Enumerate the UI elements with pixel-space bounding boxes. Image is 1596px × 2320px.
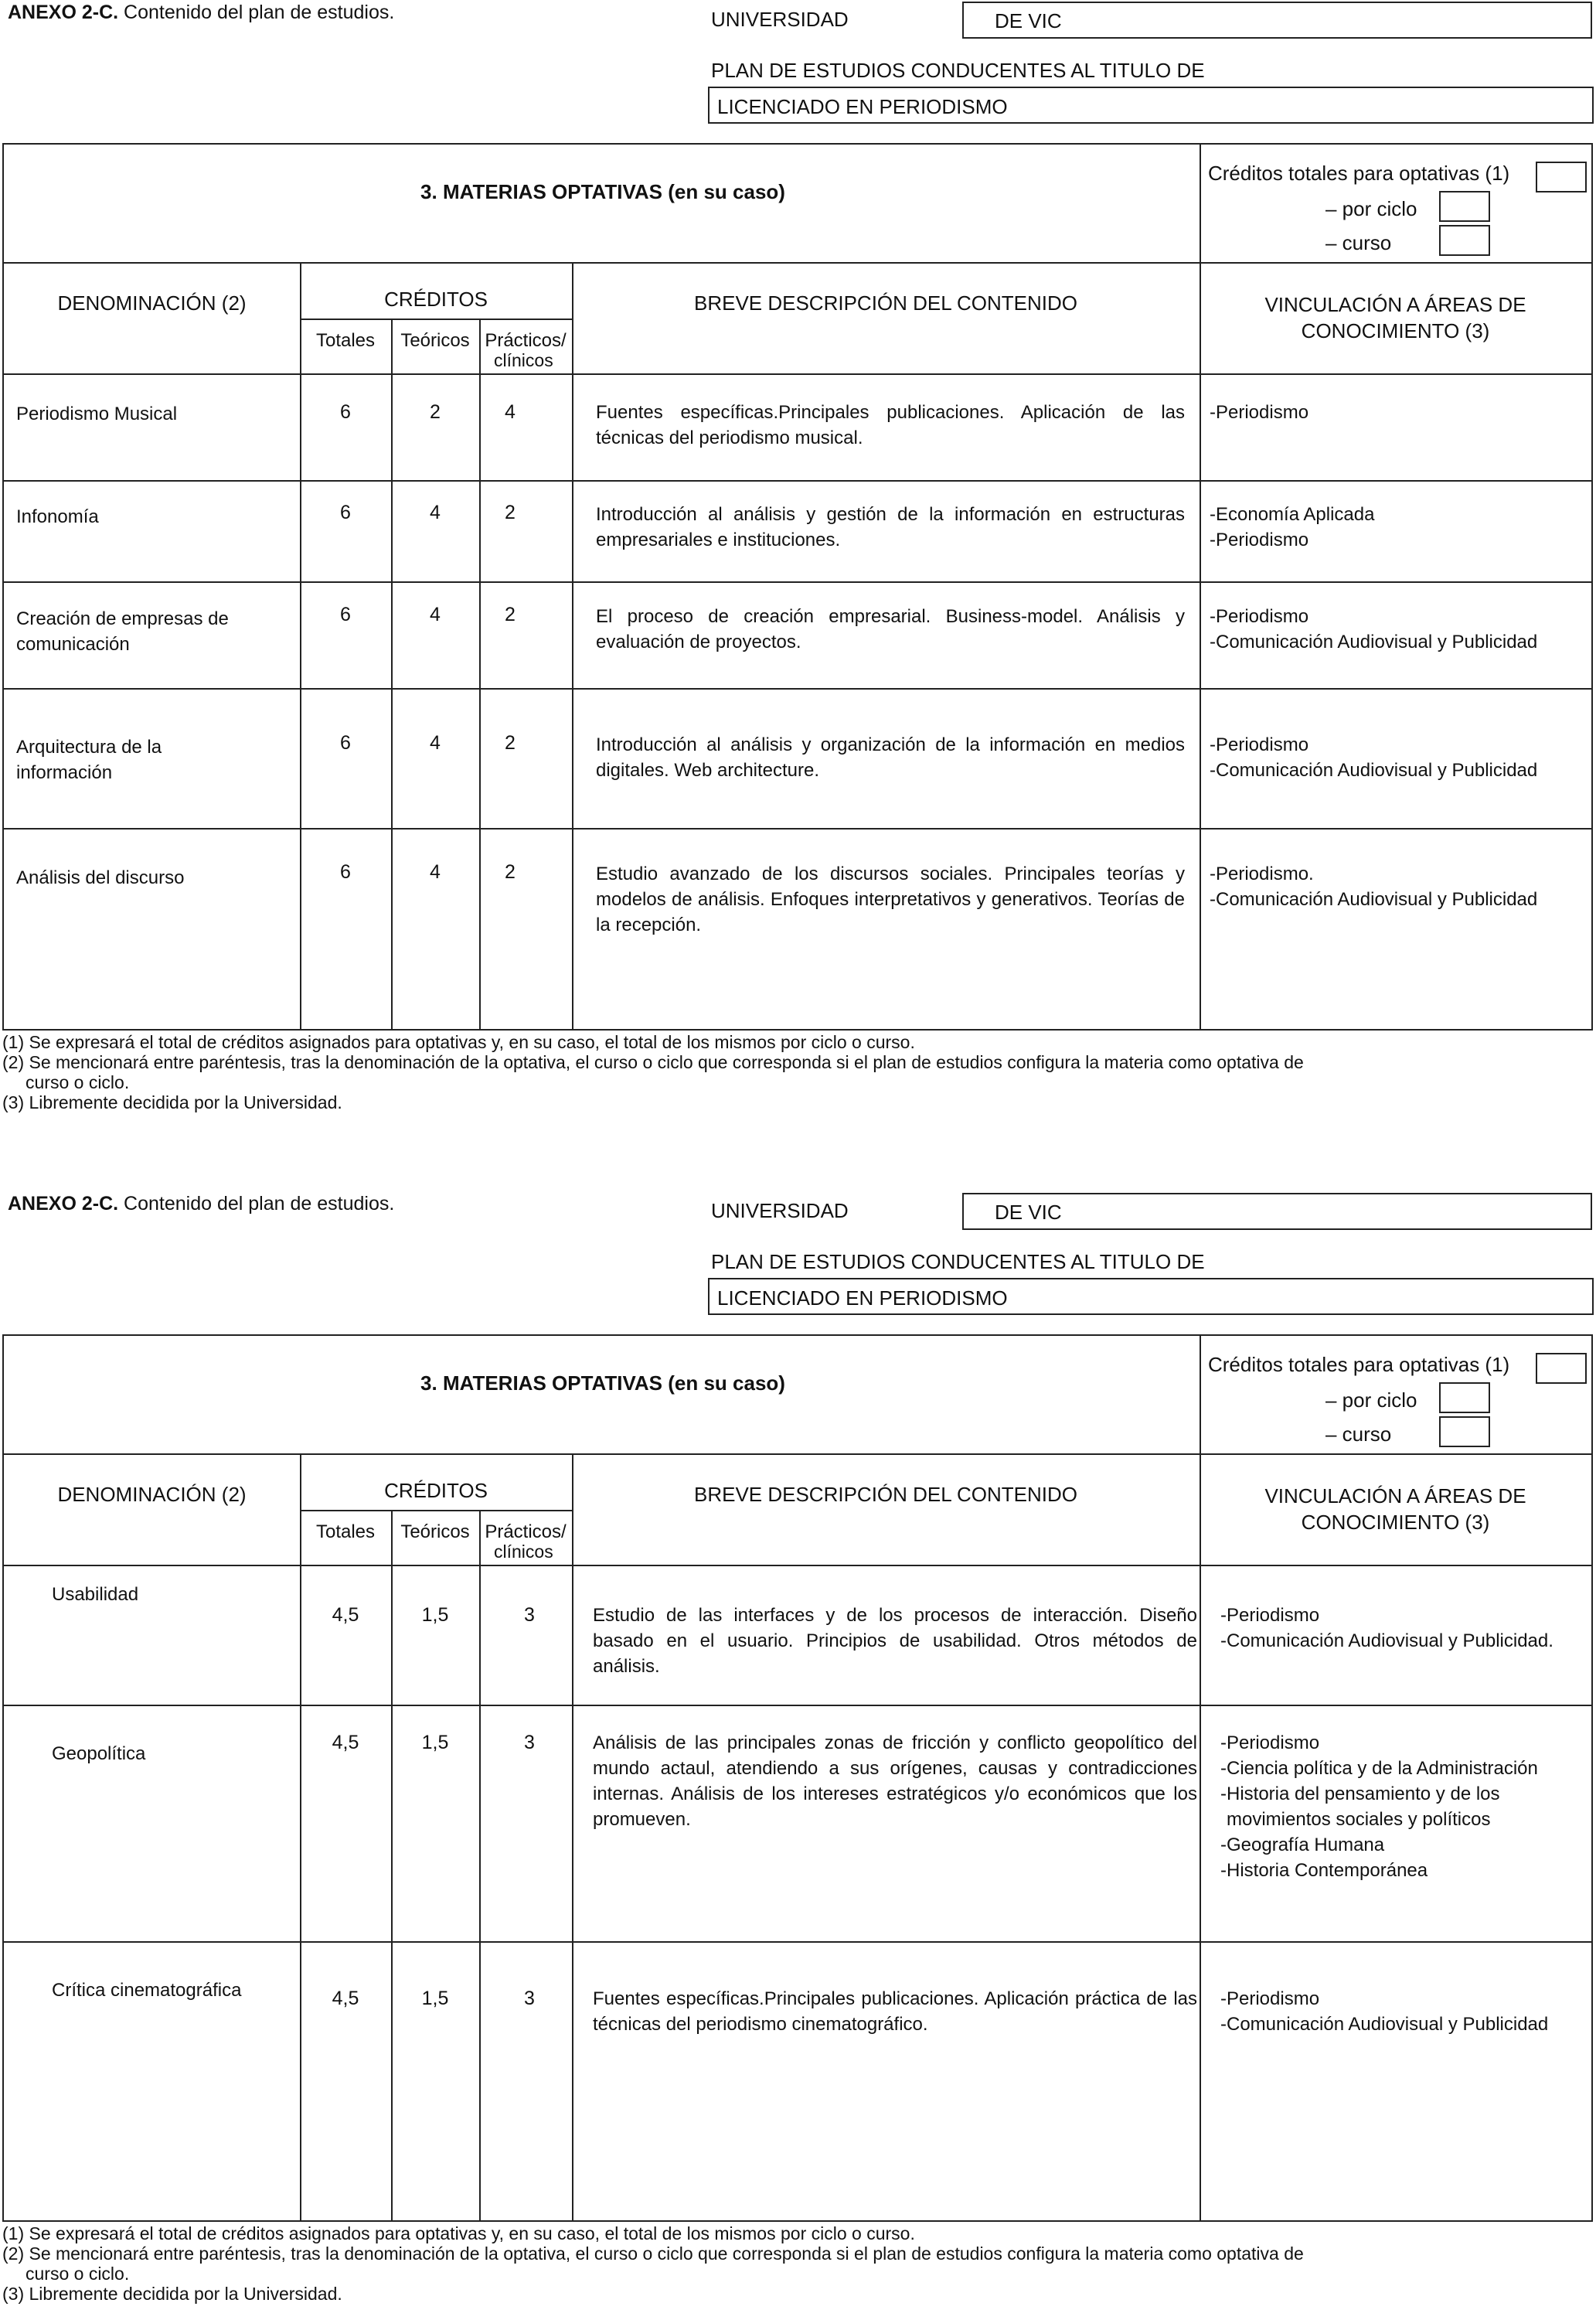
row-2-practicos: 3 bbox=[524, 1732, 535, 1753]
curso-box bbox=[1439, 1416, 1490, 1447]
optativas-table bbox=[2, 1334, 1593, 2222]
col-vinculacion: VINCULACIÓN A ÁREAS DE CONOCIMIENTO (3) bbox=[1264, 293, 1526, 342]
row-2-teoricos: 4 bbox=[430, 502, 441, 523]
footnotes: (1) Se expresará el total de créditos asignados para optativas y, en su caso, el total de los mismos por ciclo o curso. (2) Se mencionará entre paréntesis, tras la denominación de la optativa, el curso o ciclo que corresponda si el plan de estudios configura la materia como optativa de curso o ciclo. (3) Libremente decidida por la Universidad. bbox=[2, 2223, 1304, 2304]
row-5-totales: 6 bbox=[340, 861, 351, 883]
row-2-areas: -Economía Aplicada -Periodismo bbox=[1210, 504, 1375, 550]
plan-value: LICENCIADO EN PERIODISMO bbox=[708, 87, 1594, 124]
row-3-name: Creación de empresas de comunicación bbox=[16, 608, 229, 655]
plan-label: PLAN DE ESTUDIOS CONDUCENTES AL TITULO DE bbox=[711, 1250, 1205, 1273]
universidad-label: UNIVERSIDAD bbox=[711, 8, 849, 31]
col-denominacion: DENOMINACIÓN (2) bbox=[57, 291, 247, 315]
por-ciclo-label: – por ciclo bbox=[1325, 197, 1417, 220]
row-4-areas: -Periodismo -Comunicación Audiovisual y Publicidad bbox=[1210, 734, 1538, 781]
col-practicos: Prácticos/ bbox=[485, 330, 567, 351]
row-2-totales: 4,5 bbox=[332, 1732, 359, 1753]
row-2-description: Análisis de las principales zonas de fricción y conflicto geopolítico del mundo actaul, atendiendo a sus orígenes, causas y contradicciones internas. Análisis de los intereses estratégicos y/o económicos que los promueven. bbox=[593, 1732, 1197, 1830]
row-1-totales: 6 bbox=[340, 401, 351, 423]
row-3-practicos: 2 bbox=[505, 604, 516, 625]
row-1-teoricos: 2 bbox=[430, 401, 441, 423]
plan-label: PLAN DE ESTUDIOS CONDUCENTES AL TITULO DE bbox=[711, 59, 1205, 82]
row-1-description: Fuentes específicas.Principales publicaciones. Aplicación de las técnicas del periodismo musical. bbox=[596, 402, 1185, 448]
section-title: 3. MATERIAS OPTATIVAS (en su caso) bbox=[420, 180, 785, 203]
universidad-value: DE VIC bbox=[962, 2, 1592, 39]
creditos-totales-box bbox=[1536, 162, 1587, 192]
row-2-totales: 6 bbox=[340, 502, 351, 523]
row-3-practicos: 3 bbox=[524, 1988, 535, 2009]
anexo-heading: ANEXO 2-C. Contenido del plan de estudios. bbox=[8, 2, 395, 23]
anexo-heading: ANEXO 2-C. Contenido del plan de estudios. bbox=[8, 1193, 395, 1215]
section-title: 3. MATERIAS OPTATIVAS (en su caso) bbox=[420, 1371, 785, 1395]
page-1 bbox=[0, 0, 1596, 1129]
universidad-label: UNIVERSIDAD bbox=[711, 1199, 849, 1222]
col-creditos: CRÉDITOS bbox=[384, 288, 488, 311]
col-practicos-2: clínicos bbox=[494, 1542, 553, 1562]
row-1-name: Periodismo Musical bbox=[16, 404, 178, 424]
row-5-practicos: 2 bbox=[505, 861, 516, 883]
row-3-description: El proceso de creación empresarial. Business-model. Análisis y evaluación de proyectos. bbox=[596, 606, 1185, 652]
row-4-totales: 6 bbox=[340, 732, 351, 754]
col-practicos-2: clínicos bbox=[494, 350, 553, 370]
col-totales: Totales bbox=[315, 330, 376, 351]
row-1-practicos: 4 bbox=[505, 401, 516, 423]
plan-value: LICENCIADO EN PERIODISMO bbox=[708, 1278, 1594, 1315]
col-descripcion: BREVE DESCRIPCIÓN DEL CONTENIDO bbox=[693, 291, 1077, 315]
por-ciclo-label: – por ciclo bbox=[1325, 1388, 1417, 1412]
row-1-description: Estudio de las interfaces y de los procesos de interacción. Diseño basado en el usuario. Principios de usabilidad. Otros métodos de análisis. bbox=[593, 1605, 1197, 1677]
row-3-totales: 6 bbox=[340, 604, 351, 625]
row-2-practicos: 2 bbox=[505, 502, 516, 523]
footnotes: (1) Se expresará el total de créditos asignados para optativas y, en su caso, el total de los mismos por ciclo o curso. (2) Se mencionará entre paréntesis, tras la denominación de la optativa, el curso o ciclo que corresponda si el plan de estudios configura la materia como optativa de curso o ciclo. (3) Libremente decidida por la Universidad. bbox=[2, 1032, 1304, 1112]
row-2-name: Geopolítica bbox=[52, 1743, 146, 1764]
col-descripcion: BREVE DESCRIPCIÓN DEL CONTENIDO bbox=[693, 1483, 1077, 1506]
creditos-totales-label: Créditos totales para optativas (1) bbox=[1208, 1353, 1510, 1376]
row-1-totales: 4,5 bbox=[332, 1604, 359, 1626]
row-3-areas: -Periodismo -Comunicación Audiovisual y Publicidad bbox=[1210, 606, 1538, 652]
curso-label: – curso bbox=[1325, 1422, 1392, 1446]
col-teoricos: Teóricos bbox=[400, 330, 470, 351]
row-1-teoricos: 1,5 bbox=[421, 1604, 449, 1626]
row-3-totales: 4,5 bbox=[332, 1988, 359, 2009]
row-5-description: Estudio avanzado de los discursos sociales. Principales teorías y modelos de análisis. Enfoques interpretativos y generativos. Teorías de la recepción. bbox=[596, 864, 1185, 935]
row-2-teoricos: 1,5 bbox=[421, 1732, 449, 1753]
col-teoricos: Teóricos bbox=[400, 1521, 470, 1542]
creditos-totales-label: Créditos totales para optativas (1) bbox=[1208, 162, 1510, 185]
col-creditos: CRÉDITOS bbox=[384, 1479, 488, 1502]
row-4-name: Arquitectura de la información bbox=[16, 737, 162, 783]
row-4-description: Introducción al análisis y organización de la información en medios digitales. Web architecture. bbox=[596, 734, 1185, 781]
row-3-teoricos: 1,5 bbox=[421, 1988, 449, 2009]
row-5-areas: -Periodismo. -Comunicación Audiovisual y Publicidad bbox=[1210, 864, 1538, 910]
row-3-description: Fuentes específicas.Principales publicaciones. Aplicación práctica de las técnicas del periodismo cinematográfico. bbox=[593, 1988, 1197, 2035]
row-4-practicos: 2 bbox=[505, 732, 516, 754]
col-practicos: Prácticos/ bbox=[485, 1521, 567, 1542]
page-2 bbox=[0, 1191, 1596, 2320]
row-1-areas: -Periodismo -Comunicación Audiovisual y Publicidad. bbox=[1220, 1605, 1553, 1651]
creditos-totales-box bbox=[1536, 1353, 1587, 1384]
row-5-name: Análisis del discurso bbox=[16, 867, 185, 888]
row-2-description: Introducción al análisis y gestión de la información en estructuras empresariales e instituciones. bbox=[596, 504, 1185, 550]
optativas-table bbox=[2, 143, 1593, 1031]
row-3-areas: -Periodismo -Comunicación Audiovisual y Publicidad bbox=[1220, 1988, 1549, 2035]
curso-label: – curso bbox=[1325, 231, 1392, 254]
row-5-teoricos: 4 bbox=[430, 861, 441, 883]
row-1-practicos: 3 bbox=[524, 1604, 535, 1626]
por-ciclo-box bbox=[1439, 191, 1490, 222]
por-ciclo-box bbox=[1439, 1382, 1490, 1413]
row-2-areas: -Periodismo -Ciencia política y de la Administración -Historia del pensamiento y de los movimientos sociales y políticos -Geografía Humana -Historia Contemporánea bbox=[1220, 1732, 1538, 1881]
col-totales: Totales bbox=[315, 1521, 376, 1542]
col-denominacion: DENOMINACIÓN (2) bbox=[57, 1483, 247, 1506]
row-1-areas: -Periodismo bbox=[1210, 402, 1309, 423]
row-4-teoricos: 4 bbox=[430, 732, 441, 754]
col-vinculacion: VINCULACIÓN A ÁREAS DE CONOCIMIENTO (3) bbox=[1264, 1484, 1526, 1534]
curso-box bbox=[1439, 225, 1490, 256]
row-3-teoricos: 4 bbox=[430, 604, 441, 625]
row-3-name: Crítica cinematográfica bbox=[52, 1980, 242, 2001]
row-1-name: Usabilidad bbox=[52, 1584, 139, 1605]
universidad-value: DE VIC bbox=[962, 1193, 1592, 1230]
row-2-name: Infonomía bbox=[16, 506, 99, 527]
